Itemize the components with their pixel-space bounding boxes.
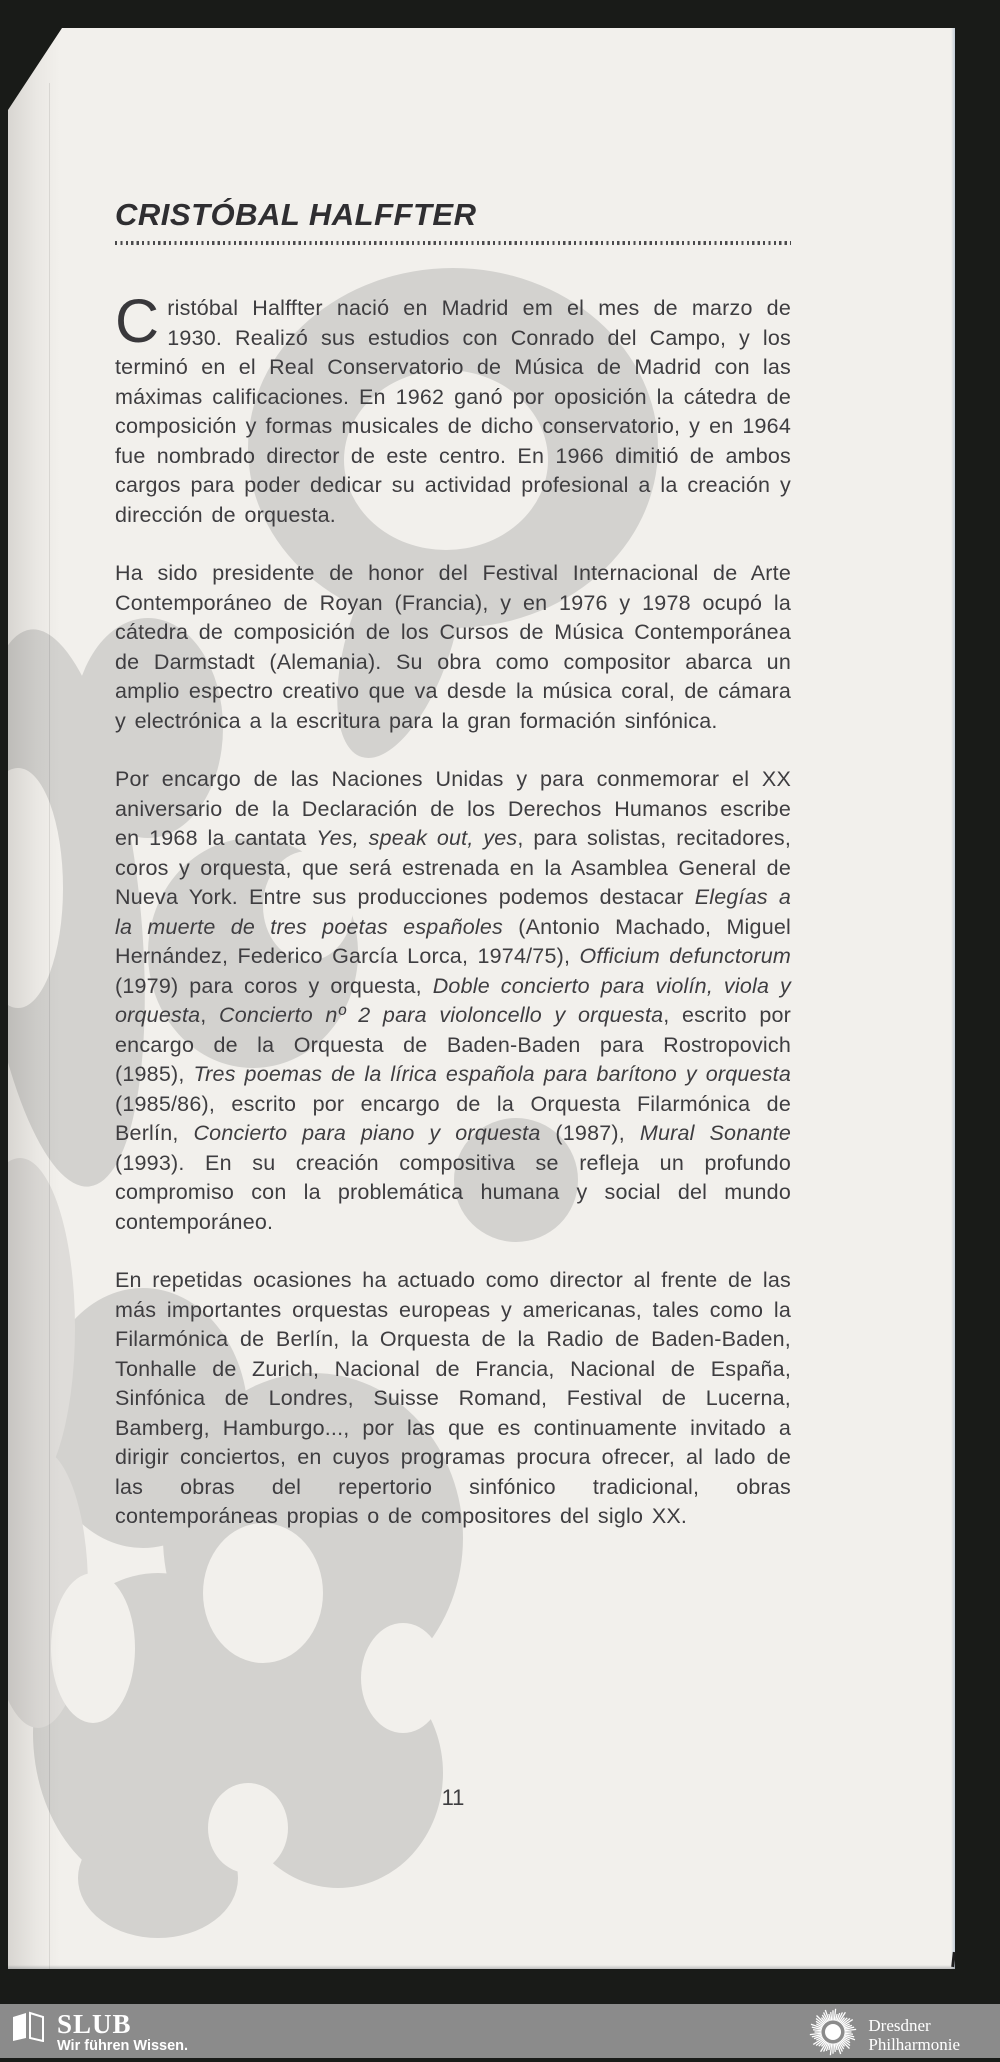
paragraph: Por encargo de las Naciones Unidas y para conmemorar el XX aniversario de la Declaración de los Derechos Humanos escribe en 1968 la cantata Yes, speak out, yes, para solistas, recitadores, coros y orquesta, que será estrenada en la Asamblea General de Nueva York. Entre sus producciones podemos destacar Elegías a la muerte de tres poetas españoles (Antonio Machado, Miguel Hernández, Federico García Lorca, 1974/75), Officium defunctorum (1979) para coros y orquesta, Doble concierto para violín, viola y orquesta, Concierto nº 2 para violoncello y orquesta, escrito por encargo de la Orquesta de Baden-Baden para Rostropovich (1985), Tres poemas de la lírica española para barítono y orquesta (1985/86), escrito por encargo de la Orquesta Filarmónica de Berlín, Concierto para piano y orquesta (1987), Mural Sonante (1993). En su creación compositiva se refleja un profundo compromiso con la problemática humana y social del mundo contemporáneo. xyxy=(115,767,792,1234)
philharmonie-logo xyxy=(808,2007,960,2062)
slub-logo xyxy=(11,2011,188,2056)
page-right-edge xyxy=(951,28,955,1969)
scan-artifact xyxy=(951,1952,956,1967)
paragraph: En repetidas ocasiones ha actuado como director al frente de las más importantes orquestas europeas y americanas, tales como la Filarmónica de Berlín, la Orquesta de la Radio de Baden-Baden, Tonhalle de Zurich, Nacional de Francia, Nacional de España, Sinfónica de Londres, Suisse Romand, Festival de Lucerna, Bamberg, Hamburgo..., por las que es continuamente invitado a dirigir conciertos, en cuyos programas procura ofrecer, al lado de las obras del repertorio sinfónico tradicional, obras contemporáneas propias o de compositores del siglo XX. xyxy=(115,1268,791,1528)
page-number: 11 xyxy=(441,1785,465,1810)
paragraph: Ha sido presidente de honor del Festival Internacional de Arte Contemporáneo de Royan (Francia), y en 1976 y 1978 ocupó la cátedra de composición de los Cursos de Música Contemporánea de Darmstadt (Alemania). Su obra como compositor abarca un amplio espectro creativo que va desde la música coral, de cámara y electrónica a la escritura para la gran formación sinfónica. xyxy=(115,561,791,733)
philharmonie-line1: Dresdner xyxy=(868,2015,931,2035)
footer-bar xyxy=(0,2004,1000,2058)
article-body xyxy=(115,287,792,1532)
dotted-rule xyxy=(115,241,791,245)
page-crease xyxy=(49,83,50,1969)
page-bottom-edge xyxy=(8,1965,955,1969)
page-title: CRISTÓBAL HALFFTER xyxy=(115,197,477,232)
paragraph: Cristóbal Halffter nació en Madrid em el mes de marzo de 1930. Realizó sus estudios con Conrado del Campo, y los terminó en el Real Conservatorio de Música de Madrid con las máximas calificaciones. En 1962 ganó por oposición la cátedra de composición y formas musicales de dicho conservatorio, y en 1964 fue nombrado director de este centro. En 1966 dimitió de ambos cargos para poder dedicar su actividad profesional a la creación y dirección de orquesta. xyxy=(115,287,791,527)
article xyxy=(115,198,791,1561)
sunburst-icon xyxy=(808,2007,858,2062)
philharmonie-line2: Philharmonie xyxy=(868,2034,960,2054)
open-book-icon xyxy=(11,2011,45,2047)
drop-cap: C xyxy=(115,287,160,355)
scanned-page xyxy=(8,28,955,1969)
slub-name: SLUB xyxy=(57,2009,132,2039)
slub-tagline: Wir führen Wissen. xyxy=(57,2038,189,2054)
